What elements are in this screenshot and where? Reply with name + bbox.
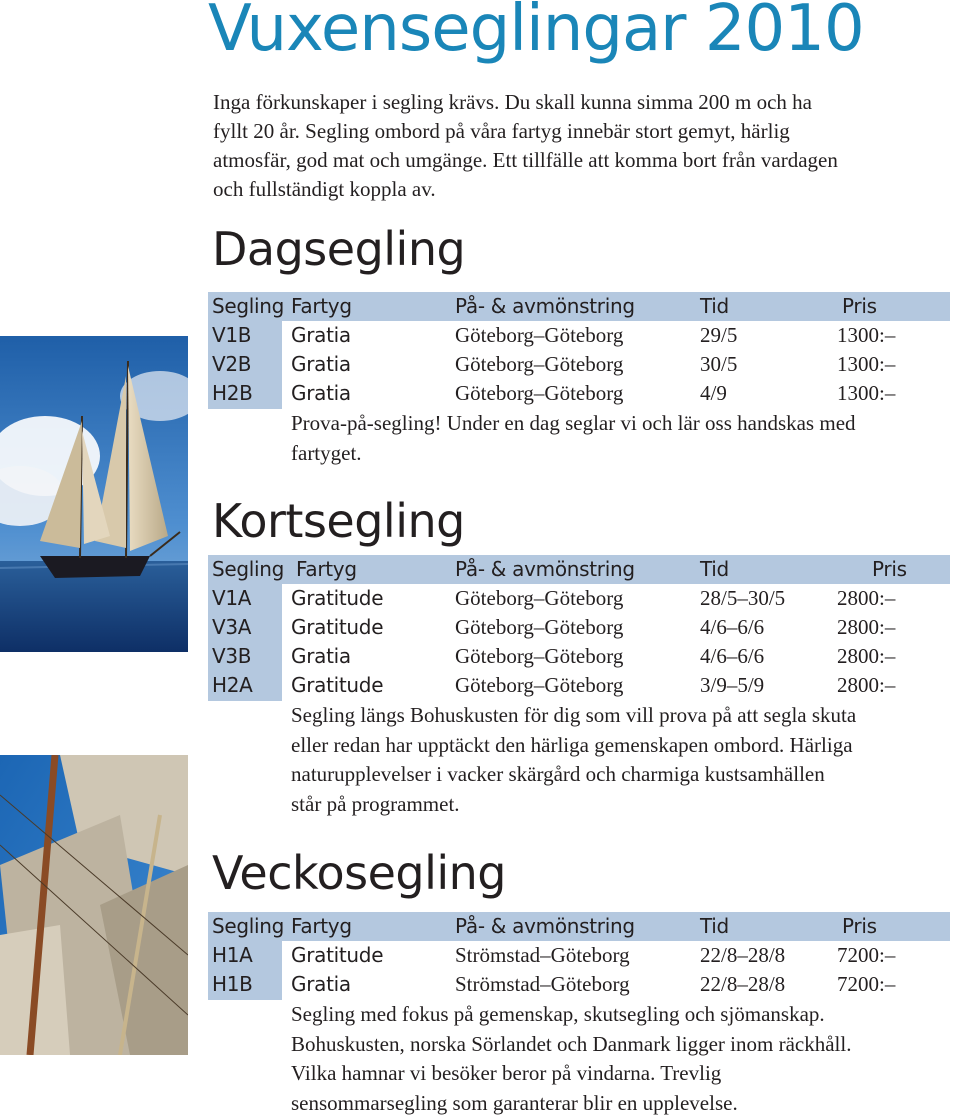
cell-code: V1A [212, 586, 252, 610]
description-line: Prova-på-segling! Under en dag seglar vi och lär oss handskas med [291, 411, 856, 435]
section-title-veckosegling: Veckosegling [212, 846, 507, 900]
cell-ship: Gratitude [291, 943, 384, 967]
cell-route: Göteborg–Göteborg [455, 586, 624, 610]
column-header-segling: Segling [212, 914, 285, 938]
cell-code: H2A [212, 673, 253, 697]
page-title: Vuxenseglingar 2010 [208, 0, 864, 66]
description-line: eller redan har upptäckt den härliga gemenskapen ombord. Härliga [291, 732, 853, 757]
description-line: fartyget. [291, 440, 362, 465]
cell-code: H1A [212, 943, 253, 967]
cell-ship: Gratitude [291, 615, 384, 639]
cell-date: 4/6–6/6 [700, 615, 765, 639]
description-line: Bohuskusten, norska Sörlandet och Danmark ligger inom räckhåll. [291, 1031, 852, 1056]
column-header-tid: Tid [700, 914, 729, 938]
intro-line: Inga förkunskaper i segling krävs. Du skall kunna simma 200 m och ha [213, 90, 812, 114]
cell-date: 29/5 [700, 323, 738, 347]
description-line: Segling längs Bohuskusten för dig som vill prova på att segla skuta [291, 703, 857, 727]
sails-closeup-image [0, 755, 188, 1055]
cell-route: Göteborg–Göteborg [455, 644, 624, 668]
description-line: naturupplevelser i vacker skärgård och charmiga kustsamhällen [291, 762, 825, 786]
cell-date: 22/8–28/8 [700, 972, 786, 996]
intro-line: atmosfär, god mat och umgänge. Ett tillfälle att komma bort från vardagen [213, 148, 838, 172]
intro-paragraph [213, 88, 913, 204]
cell-code: H2B [212, 381, 253, 405]
column-header-fartyg: Fartyg [291, 914, 352, 938]
column-header-route: På- & avmönstring [455, 294, 635, 318]
cell-ship: Gratitude [291, 586, 384, 610]
description-line: Vilka hamnar vi besöker beror på vindarna. Trevlig [291, 1061, 722, 1085]
cell-price: 2800:– [837, 673, 896, 697]
intro-line: och fullständigt koppla av. [213, 177, 436, 201]
cell-route: Göteborg–Göteborg [455, 615, 624, 639]
cell-route: Strömstad–Göteborg [455, 943, 630, 967]
cell-price: 1300:– [837, 352, 896, 376]
kortsegling-description [291, 701, 941, 819]
column-header-pris: Pris [842, 294, 877, 318]
cell-route: Göteborg–Göteborg [455, 673, 624, 697]
cell-date: 30/5 [700, 352, 738, 376]
description-line: Segling med fokus på gemenskap, skutsegling och sjömanskap. [291, 1002, 825, 1026]
column-header-tid: Tid [700, 557, 729, 581]
sails-closeup-photo [0, 755, 188, 1055]
section-title-dagsegling: Dagsegling [212, 222, 466, 276]
cell-price: 1300:– [837, 381, 896, 405]
cell-ship: Gratia [291, 323, 351, 347]
cell-date: 3/9–5/9 [700, 673, 765, 697]
cell-date: 4/9 [700, 381, 727, 405]
cell-code: V3B [212, 644, 252, 668]
cell-ship: Gratitude [291, 673, 384, 697]
cell-price: 2800:– [837, 644, 896, 668]
sailing-ship-photo [0, 336, 188, 652]
cell-ship: Gratia [291, 352, 351, 376]
cell-route: Strömstad–Göteborg [455, 972, 630, 996]
sailing-ship-image [0, 336, 188, 652]
cell-price: 7200:– [837, 972, 896, 996]
cell-date: 28/5–30/5 [700, 586, 786, 610]
column-header-fartyg: Fartyg [291, 294, 352, 318]
description-line: står på programmet. [291, 791, 460, 816]
column-header-pris: Pris [842, 914, 877, 938]
cell-price: 1300:– [837, 323, 896, 347]
cell-date: 4/6–6/6 [700, 644, 765, 668]
cell-route: Göteborg–Göteborg [455, 323, 624, 347]
cell-code: V2B [212, 352, 252, 376]
column-header-segling: Segling [212, 294, 285, 318]
intro-line: fyllt 20 år. Segling ombord på våra fartyg innebär stort gemyt, härlig [213, 119, 790, 143]
cell-code: H1B [212, 972, 253, 996]
column-header-pris: Pris [872, 557, 907, 581]
cell-ship: Gratia [291, 381, 351, 405]
column-header-fartyg: Fartyg [296, 557, 357, 581]
column-header-segling: Segling [212, 557, 285, 581]
column-header-route: På- & avmönstring [455, 557, 635, 581]
cell-route: Göteborg–Göteborg [455, 381, 624, 405]
cell-date: 22/8–28/8 [700, 943, 786, 967]
dagsegling-description [291, 409, 941, 468]
cell-price: 2800:– [837, 586, 896, 610]
cell-code: V3A [212, 615, 252, 639]
veckosegling-description [291, 1000, 941, 1118]
cell-route: Göteborg–Göteborg [455, 352, 624, 376]
column-header-tid: Tid [700, 294, 729, 318]
cell-ship: Gratia [291, 972, 351, 996]
cell-code: V1B [212, 323, 252, 347]
cell-price: 7200:– [837, 943, 896, 967]
cell-ship: Gratia [291, 644, 351, 668]
section-title-kortsegling: Kortsegling [212, 494, 465, 548]
description-line: sensommarsegling som garanterar blir en upplevelse. [291, 1090, 738, 1115]
cell-price: 2800:– [837, 615, 896, 639]
column-header-route: På- & avmönstring [455, 914, 635, 938]
